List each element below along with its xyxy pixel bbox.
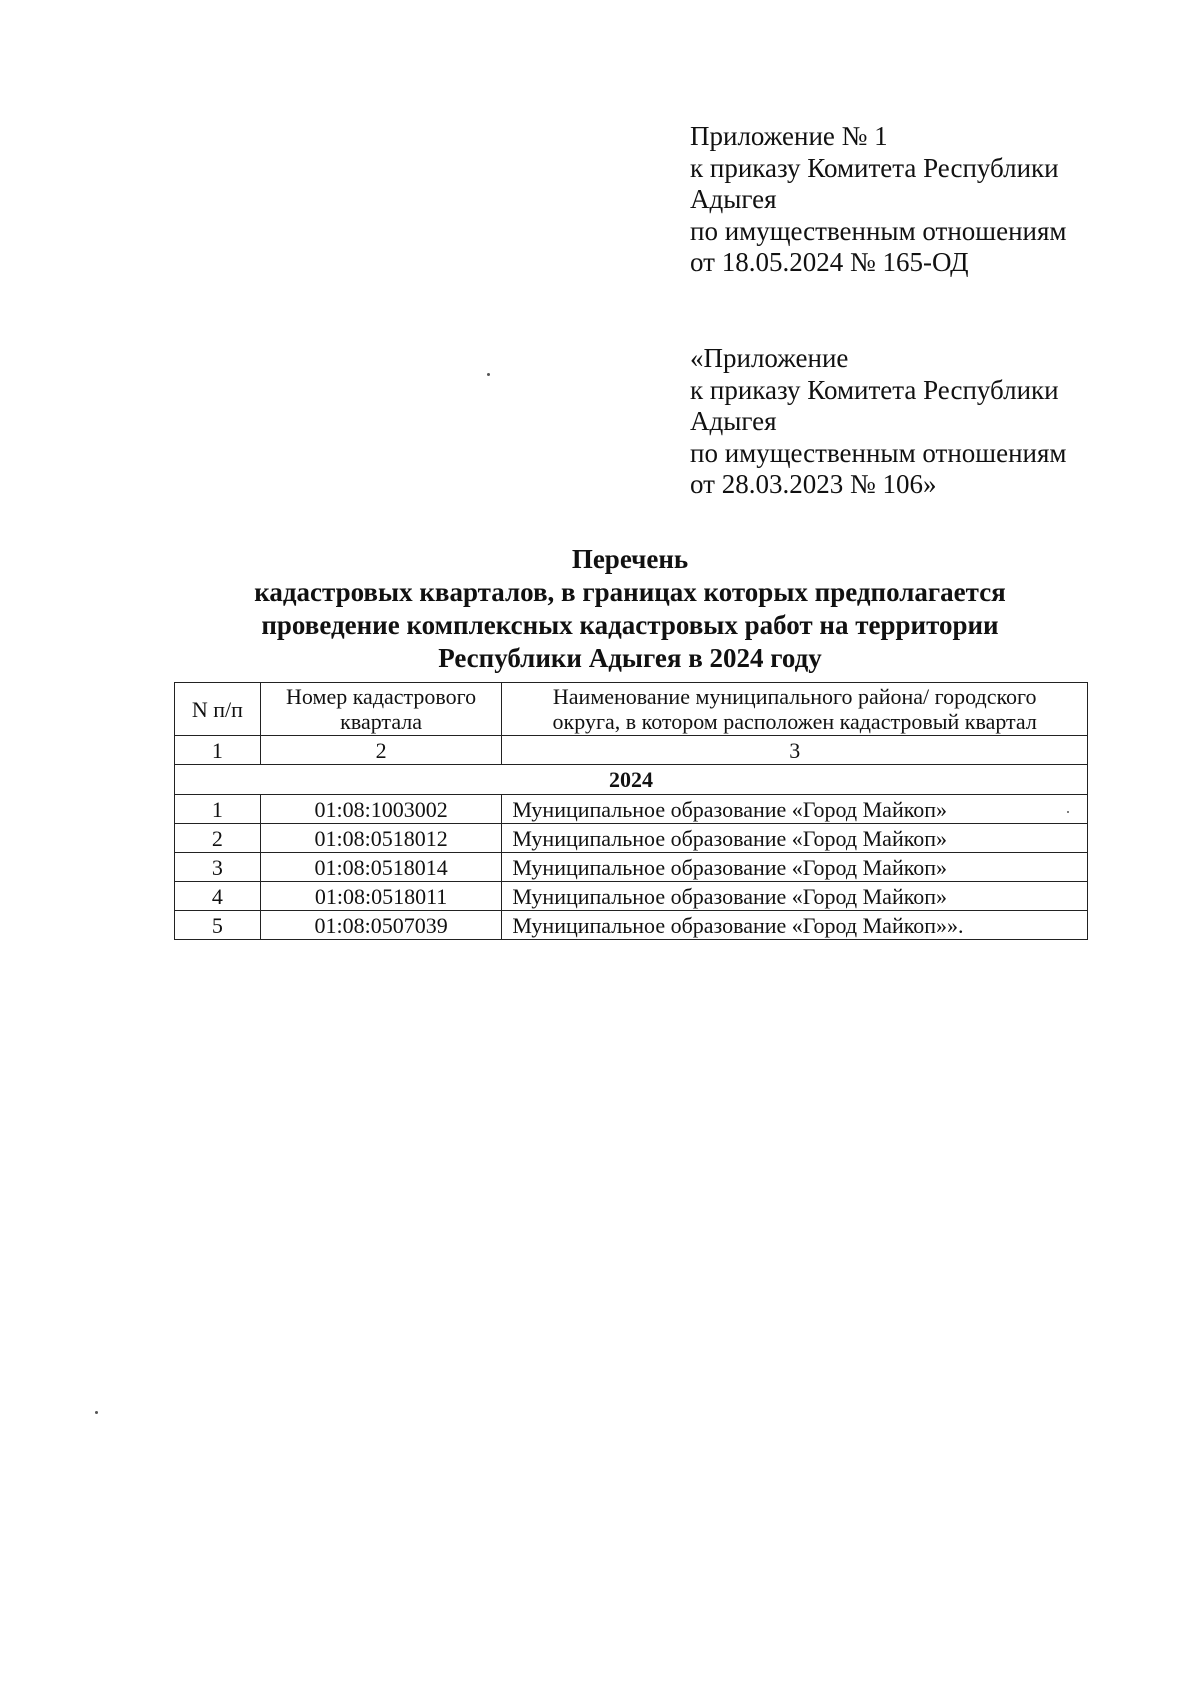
appendix-2-line: Адыгея bbox=[690, 406, 777, 436]
header-cell-municipality-line: Наименование муниципального района/ городского bbox=[552, 684, 1037, 709]
column-number-cell: 2 bbox=[260, 736, 502, 765]
quarter-cell: 01:08:0507039 bbox=[260, 911, 502, 940]
header-cell-quarter-line: квартала bbox=[340, 709, 423, 734]
document-title bbox=[180, 543, 1080, 675]
scan-speck bbox=[95, 1411, 98, 1414]
appendix-1-line: к приказу Комитета Республики bbox=[690, 152, 1059, 183]
title-line: кадастровых кварталов, в границах которых предполагается bbox=[254, 577, 1006, 607]
year-row bbox=[175, 765, 1088, 795]
quarter-cell: 01:08:1003002 bbox=[260, 795, 502, 824]
header-cell-municipality-line: округа, в котором расположен кадастровый квартал bbox=[552, 709, 1037, 734]
title-line: проведение комплексных кадастровых работ на территории bbox=[261, 610, 999, 640]
appendix-2-line: «Приложение bbox=[690, 343, 849, 373]
cadastral-quarters-table bbox=[174, 682, 1088, 940]
header-cell-number: N п/п bbox=[175, 683, 261, 736]
table-header-row bbox=[175, 683, 1088, 736]
appendix-2-reference bbox=[690, 343, 1130, 501]
appendix-1-line: Адыгея bbox=[690, 184, 777, 214]
row-number-cell: 2 bbox=[175, 824, 261, 853]
table-row bbox=[175, 882, 1088, 911]
column-number-cell: 1 bbox=[175, 736, 261, 765]
quarter-cell: 01:08:0518014 bbox=[260, 853, 502, 882]
header-cell-quarter-line: Номер кадастрового bbox=[286, 684, 477, 709]
table-row bbox=[175, 824, 1088, 853]
appendix-1-line: от 18.05.2024 № 165-ОД bbox=[690, 247, 969, 277]
municipality-cell: Муниципальное образование «Город Майкоп» bbox=[502, 795, 1088, 824]
title-line: Республики Адыгея в 2024 году bbox=[438, 643, 822, 673]
appendix-1-line: Приложение № 1 bbox=[690, 121, 888, 151]
column-number-cell: 3 bbox=[502, 736, 1088, 765]
header-cell-municipality bbox=[502, 683, 1088, 736]
quarter-cell: 01:08:0518012 bbox=[260, 824, 502, 853]
row-number-cell: 1 bbox=[175, 795, 261, 824]
municipality-cell: Муниципальное образование «Город Майкоп» bbox=[502, 882, 1088, 911]
year-cell: 2024 bbox=[175, 765, 1088, 795]
header-cell-quarter bbox=[260, 683, 502, 736]
table-row bbox=[175, 795, 1088, 824]
title-line: Перечень bbox=[571, 544, 689, 574]
row-number-cell: 5 bbox=[175, 911, 261, 940]
appendix-2-line: от 28.03.2023 № 106» bbox=[690, 469, 937, 499]
table-row bbox=[175, 853, 1088, 882]
municipality-cell: Муниципальное образование «Город Майкоп» bbox=[502, 853, 1088, 882]
row-number-cell: 4 bbox=[175, 882, 261, 911]
appendix-2-line: к приказу Комитета Республики bbox=[690, 374, 1059, 405]
scan-speck bbox=[1067, 811, 1069, 813]
scan-speck bbox=[487, 373, 490, 376]
appendix-1-reference bbox=[690, 121, 1130, 279]
appendix-1-line: по имущественным отношениям bbox=[690, 215, 1067, 246]
municipality-cell: Муниципальное образование «Город Майкоп» bbox=[502, 824, 1088, 853]
appendix-2-line: по имущественным отношениям bbox=[690, 437, 1067, 468]
table-row bbox=[175, 911, 1088, 940]
quarter-cell: 01:08:0518011 bbox=[260, 882, 502, 911]
row-number-cell: 3 bbox=[175, 853, 261, 882]
municipality-cell: Муниципальное образование «Город Майкоп»». bbox=[502, 911, 1088, 940]
column-numbers-row bbox=[175, 736, 1088, 765]
